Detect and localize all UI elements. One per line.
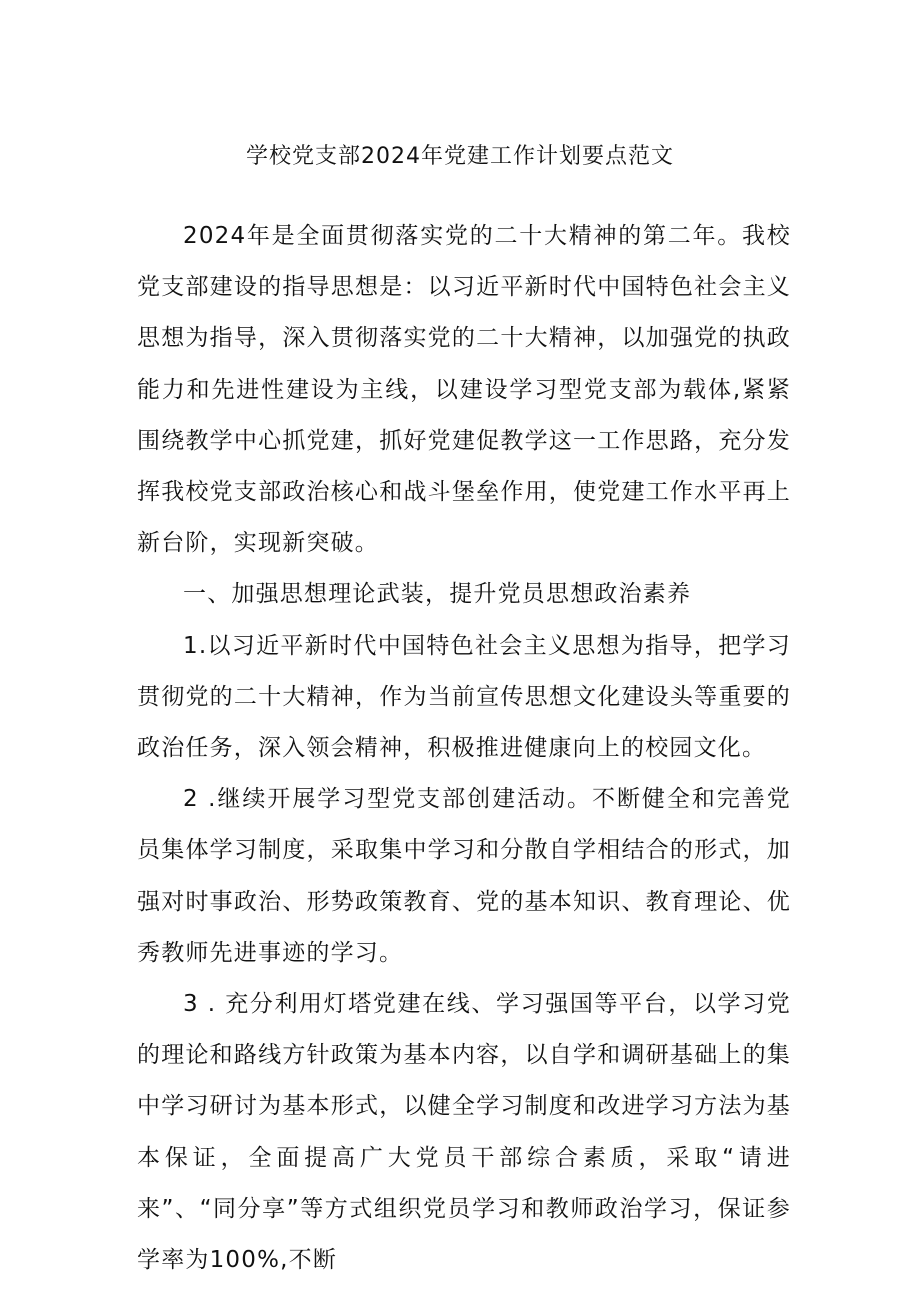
paragraph-item-3: 3 . 充分利用灯塔党建在线、学习强国等平台，以学习党的理论和路线方针政策为基本内容，以自学和调研基础上的集中学习研讨为基本形式，以健全学习制度和改进学习方法为基本保证，全面提高广大党员干部综合素质，采取“请进来”、“同分享”等方式组织党员学习和教师政治学习，保证参学率为100%,不断 xyxy=(137,991,791,1274)
section-heading-1: 一、加强思想理论武装，提升党员思想政治素养 xyxy=(183,581,692,608)
document-title: 学校党支部2024年党建工作计划要点范文 xyxy=(246,144,674,169)
paragraph-item-2: 2 .继续开展学习型党支部创建活动。不断健全和完善党员集体学习制度，采取集中学习和分散自学相结合的形式，加强对时事政治、形势政策教育、党的基本知识、教育理论、优秀教师先进事迹的学习。 xyxy=(137,786,791,966)
paragraph-intro: 2024年是全面贯彻落实党的二十大精神的第二年。我校党支部建设的指导思想是：以习近平新时代中国特色社会主义思想为指导，深入贯彻落实党的二十大精神，以加强党的执政能力和先进性建设为主线，以建设学习型党支部为载体,紧紧围绕教学中心抓党建，抓好党建促教学这一工作思路，充分发挥我校党支部政治核心和战斗堡垒作用，使党建工作水平再上新台阶，实现新突破。 xyxy=(137,223,791,557)
document-body xyxy=(137,211,791,1286)
paragraph-item-1: 1.以习近平新时代中国特色社会主义思想为指导，把学习贯彻党的二十大精神，作为当前宣传思想文化建设头等重要的政治任务，深入领会精神，积极推进健康向上的校园文化。 xyxy=(137,632,791,762)
